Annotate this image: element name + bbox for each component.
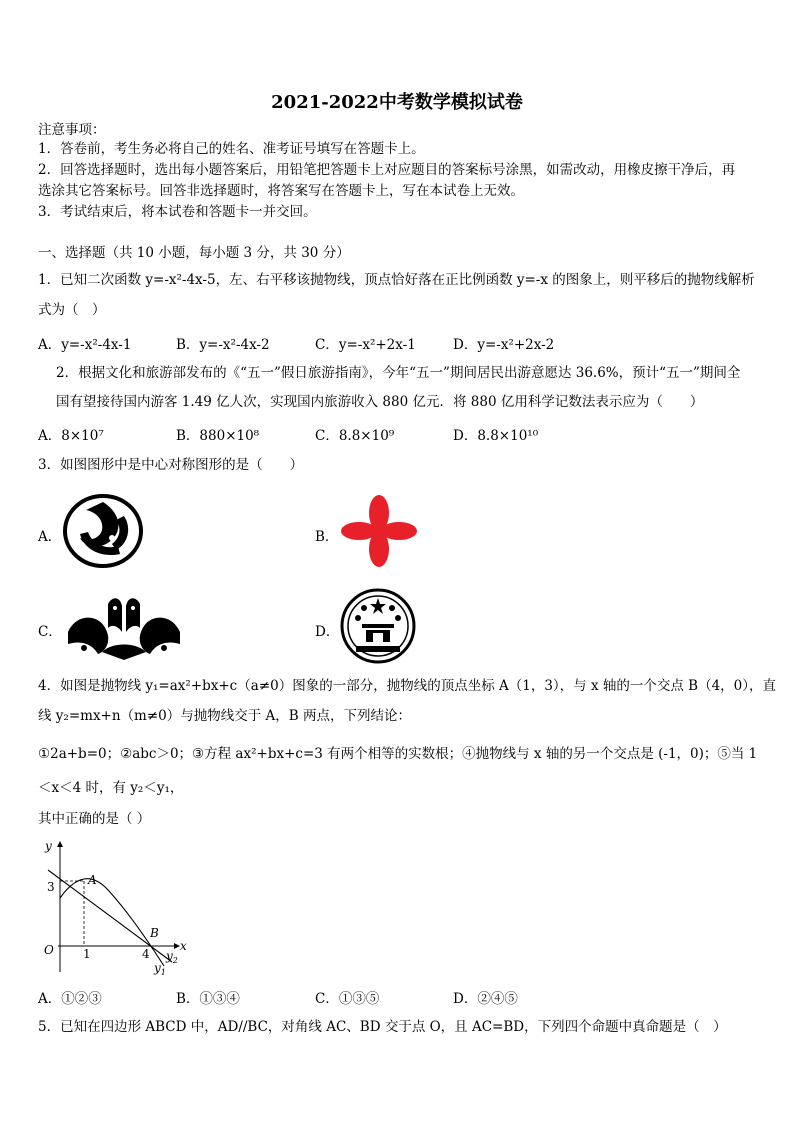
q2-stem-cont: 国有望接待国内游客 1.49 亿人次，实现国内旅游收入 880 亿元．将 880 亿用科学记数法表示应为（ ）: [56, 394, 704, 410]
q4-stem-cont: 线 y₂=mx+n（m≠0）与抛物线交于 A，B 两点，下列结论：: [38, 708, 412, 724]
q4-graph: [38, 836, 188, 978]
q4-option-c[interactable]: C．①③⑤: [315, 991, 380, 1007]
q1-option-a[interactable]: A．y=-x²-4x-1: [38, 337, 132, 353]
q4-conclusions-cont: ＜x＜4 时，有 y₂＜y₁，: [38, 780, 184, 796]
q4-stem: 4．如图是抛物线 y₁=ax²+bx+c（a≠0）图象的一部分，抛物线的顶点坐标 A（1，3），与 x 轴的一个交点 B（4，0），直: [38, 678, 776, 694]
q3-option-b-label[interactable]: B．: [315, 529, 339, 545]
x-axis-label: x: [180, 939, 187, 953]
q2-option-d[interactable]: D．8.8×10¹⁰: [453, 428, 539, 444]
y2-label: $y_2$: [166, 949, 178, 965]
q2-option-c[interactable]: C．8.8×10⁹: [315, 428, 395, 444]
q3-stem: 3．如图图形中是中心对称图形的是（ ）: [38, 457, 304, 473]
q1-option-d[interactable]: D．y=-x²+2x-2: [453, 337, 555, 353]
tick-1: 1: [83, 947, 91, 961]
section-heading: 一、选择题（共 10 小题，每小题 3 分，共 30 分）: [38, 245, 350, 261]
q1-option-c[interactable]: C．y=-x²+2x-1: [315, 337, 416, 353]
q4-conclusions: ①2a+b=0；②abc＞0；③方程 ax²+bx+c=3 有两个相等的实数根；④抛物线与 x 轴的另一个交点是 (-1，0)；⑤当 1: [38, 746, 758, 762]
q3-figure-c[interactable]: [62, 592, 186, 662]
y-axis-label: y: [45, 839, 52, 853]
origin-label: O: [44, 943, 54, 957]
q4-prompt: 其中正确的是（ ）: [38, 811, 151, 827]
tick-4: 4: [142, 947, 150, 961]
tick-3: 3: [47, 880, 55, 894]
q4-option-d[interactable]: D．②④⑤: [453, 991, 518, 1007]
q1-option-b[interactable]: B．y=-x²-4x-2: [176, 337, 270, 353]
q3-option-d-label[interactable]: D．: [315, 624, 340, 640]
line-y2: [48, 870, 172, 962]
notice-item-3: 3．考试结束后，将本试卷和答题卡一并交回。: [38, 204, 317, 220]
point-a-label: A: [88, 873, 97, 887]
q3-figure-b[interactable]: [338, 494, 420, 568]
q3-option-a-label[interactable]: A．: [38, 529, 62, 545]
q4-option-b[interactable]: B．①③④: [176, 991, 240, 1007]
notice-item-1: 1．答卷前，考生务必将自己的姓名、准考证号填写在答题卡上。: [38, 141, 425, 157]
q5-stem: 5．已知在四边形 ABCD 中，AD//BC，对角线 AC、BD 交于点 O，且 AC=BD，下列四个命题中真命题是（ ）: [38, 1019, 727, 1035]
y1-label: $y_1$: [154, 961, 166, 977]
notice-item-2-cont: 选涂其它答案标号。回答非选择题时，将答案写在答题卡上，写在本试卷上无效。: [38, 183, 524, 199]
q1-stem: 1．已知二次函数 y=-x²-4x-5，左、右平移该抛物线，顶点恰好落在正比例函数 y=-x 的图象上，则平移后的抛物线解析: [38, 272, 755, 288]
q1-stem-cont: 式为（ ）: [38, 302, 106, 318]
point-b-label: B: [150, 926, 159, 940]
notice-heading: 注意事项：: [38, 122, 106, 138]
notice-item-2: 2．回答选择题时，选出每小题答案后，用铅笔把答题卡上对应题目的答案标号涂黑，如需改动，用橡皮擦干净后，再: [38, 162, 736, 178]
q3-figure-a[interactable]: [62, 494, 144, 568]
q3-option-c-label[interactable]: C．: [38, 624, 62, 640]
y-axis-arrow: [57, 841, 63, 847]
q2-option-a[interactable]: A．8×10⁷: [38, 428, 104, 444]
q2-option-b[interactable]: B．880×10⁸: [176, 428, 260, 444]
q2-stem: 2．根据文化和旅游部发布的《“五一”假日旅游指南》，今年“五一”期间居民出游意愿达 36.6%，预计“五一”期间全: [56, 365, 741, 381]
q3-figure-d[interactable]: [338, 586, 418, 666]
page-title: 2021-2022中考数学模拟试卷: [271, 92, 523, 113]
q4-option-a[interactable]: A．①②③: [38, 991, 102, 1007]
